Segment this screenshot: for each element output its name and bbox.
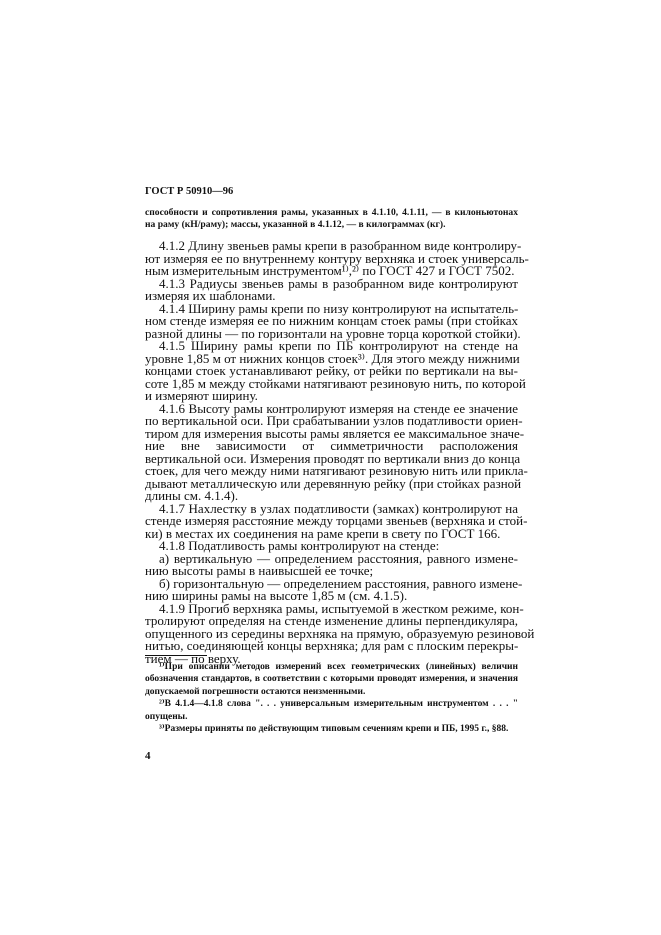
footnote xyxy=(145,698,518,723)
text-line: стоек, для чего между ними натягивают резиновую нить или прикла- xyxy=(145,463,528,478)
text-line: измеряя их шаблонами. xyxy=(145,288,276,303)
intro-block xyxy=(145,207,518,231)
text-line: ние вне зависимости от симметричности расположения xyxy=(145,438,518,453)
text-line: разной длины — по горизонтали на уровне торца короткой стойки). xyxy=(145,325,521,341)
paragraph xyxy=(145,300,521,341)
text-line: 4.1.2 Длину звеньев рамы крепи в разобранном виде контролиру- xyxy=(159,238,522,253)
text-line: ют измеряя ее по внутреннему контуру верхняка и стоек универсаль- xyxy=(145,250,529,266)
text-line: по вертикальной оси. При срабатывании узлов податливости ориен- xyxy=(145,413,523,428)
footnote xyxy=(145,723,518,735)
footnotes xyxy=(145,661,518,735)
text-line: нию высоты рамы в наивысшей ее точке; xyxy=(145,563,374,578)
footnote-divider xyxy=(145,655,207,656)
paragraph xyxy=(145,550,518,578)
text-line: ном стенде измеряя ее по нижним концам стоек рамы (при стойках xyxy=(145,313,518,328)
text-line: тролируют определяя на стенде изменение длины перпендикуляра, xyxy=(145,613,518,628)
text-line: 4.1.6 Высоту рамы контролируют измеряя на стенде ее значение xyxy=(159,400,518,416)
text-line: ки) в местах их соединения на раме крепи в свету по ГОСТ 166. xyxy=(145,525,501,541)
text-line: длины см. 4.1.4). xyxy=(145,488,239,503)
text-line: опущены. xyxy=(145,711,188,722)
text-line: стенде измеряя расстояние между торцами звеньев (верхняка и стой- xyxy=(145,513,528,528)
footnote xyxy=(145,661,518,698)
text-line: допускаемой погрешности остаются неизменными. xyxy=(145,686,366,697)
text-line: уровне 1,85 м от нижних концов стоек³⁾. Для этого между нижними xyxy=(145,350,520,366)
text-line: нитью, соединяющей концы верхняка; для рам с плоским перекры- xyxy=(145,638,519,653)
text-line: 4.1.9 Прогиб верхняка рамы, испытуемой в жестком режиме, кон- xyxy=(159,600,524,616)
text-line: вертикальной оси. Измерения проводят по вертикали вниз до конца xyxy=(145,450,521,466)
text-line: 4.1.8 Податливость рамы контролируют на стенде: xyxy=(159,538,440,553)
document-header: ГОСТ Р 50910—96 xyxy=(145,186,234,197)
text-line: обозначения стандартов, в соответствии с которыми проводят измерения, и значения xyxy=(145,674,518,685)
main-text xyxy=(145,238,535,666)
text-line: ³⁾Размеры приняты по действующим типовым сечениям крепи и ПБ, 1995 г., §88. xyxy=(159,723,509,734)
text-line: тиром для измерения высоты рамы является ее максимальное значе- xyxy=(145,425,525,441)
paragraph xyxy=(145,338,526,403)
text-line: соте 1,85 м между стойками натягивают резиновую нить, по которой xyxy=(145,375,526,391)
intro-paragraph xyxy=(145,207,518,231)
text-line: 4.1.7 Нахлестку в узлах податливости (замках) контролируют на xyxy=(159,500,518,516)
text-line: 4.1.4 Ширину рамы крепи по низу контролируют на испытатель- xyxy=(159,300,519,316)
text-line: ²⁾В 4.1.4—4.1.8 слова ". . . универсальным измерительным инструментом . . . " xyxy=(159,699,518,710)
text-line: б) горизонтальную — определением расстояния, равного измене- xyxy=(159,575,523,591)
text-line: тием — по верху. xyxy=(145,650,241,666)
page-number: 4 xyxy=(145,750,151,762)
text-line: нию ширины рамы на высоте 1,85 м (см. 4.1.5). xyxy=(145,588,408,603)
text-line: дывают металлическую или деревянную рейку (при стойках разной xyxy=(145,475,522,491)
paragraph xyxy=(145,575,523,603)
paragraph xyxy=(145,400,528,503)
text-line: на раму (кН/раму); массы, указанной в 4.1.12, — в килограммах (кг). xyxy=(145,219,446,230)
text-line: 4.1.5 Ширину рамы крепи по ПБ контролируют на стенде на xyxy=(159,338,518,353)
text-line: 4.1.3 Радиусы звеньев рамы в разобранном виде контролируют xyxy=(159,275,518,291)
text-line: ным измерительным инструментом¹⁾,²⁾ по ГОСТ 427 и ГОСТ 7502. xyxy=(145,263,515,278)
text-line: а) вертикальную — определением расстояния, равного измене- xyxy=(159,550,518,566)
paragraph xyxy=(145,238,529,278)
text-line: ¹⁾При описании методов измерений всех геометрических (линейных) величин xyxy=(159,662,518,672)
text-line: концами стоек устанавливают рейку, от рейки по вертикали на вы- xyxy=(145,363,518,378)
text-line: опущенного из середины верхняка на прямую, образуемую резиновой xyxy=(145,625,535,641)
text-line: способности и сопротивления рамы, указанных в 4.1.10, 4.1.11, — в килоньютонах xyxy=(145,207,518,218)
text-line: и измеряют ширину. xyxy=(145,388,258,403)
paragraph xyxy=(145,500,528,541)
paragraph xyxy=(145,275,518,303)
